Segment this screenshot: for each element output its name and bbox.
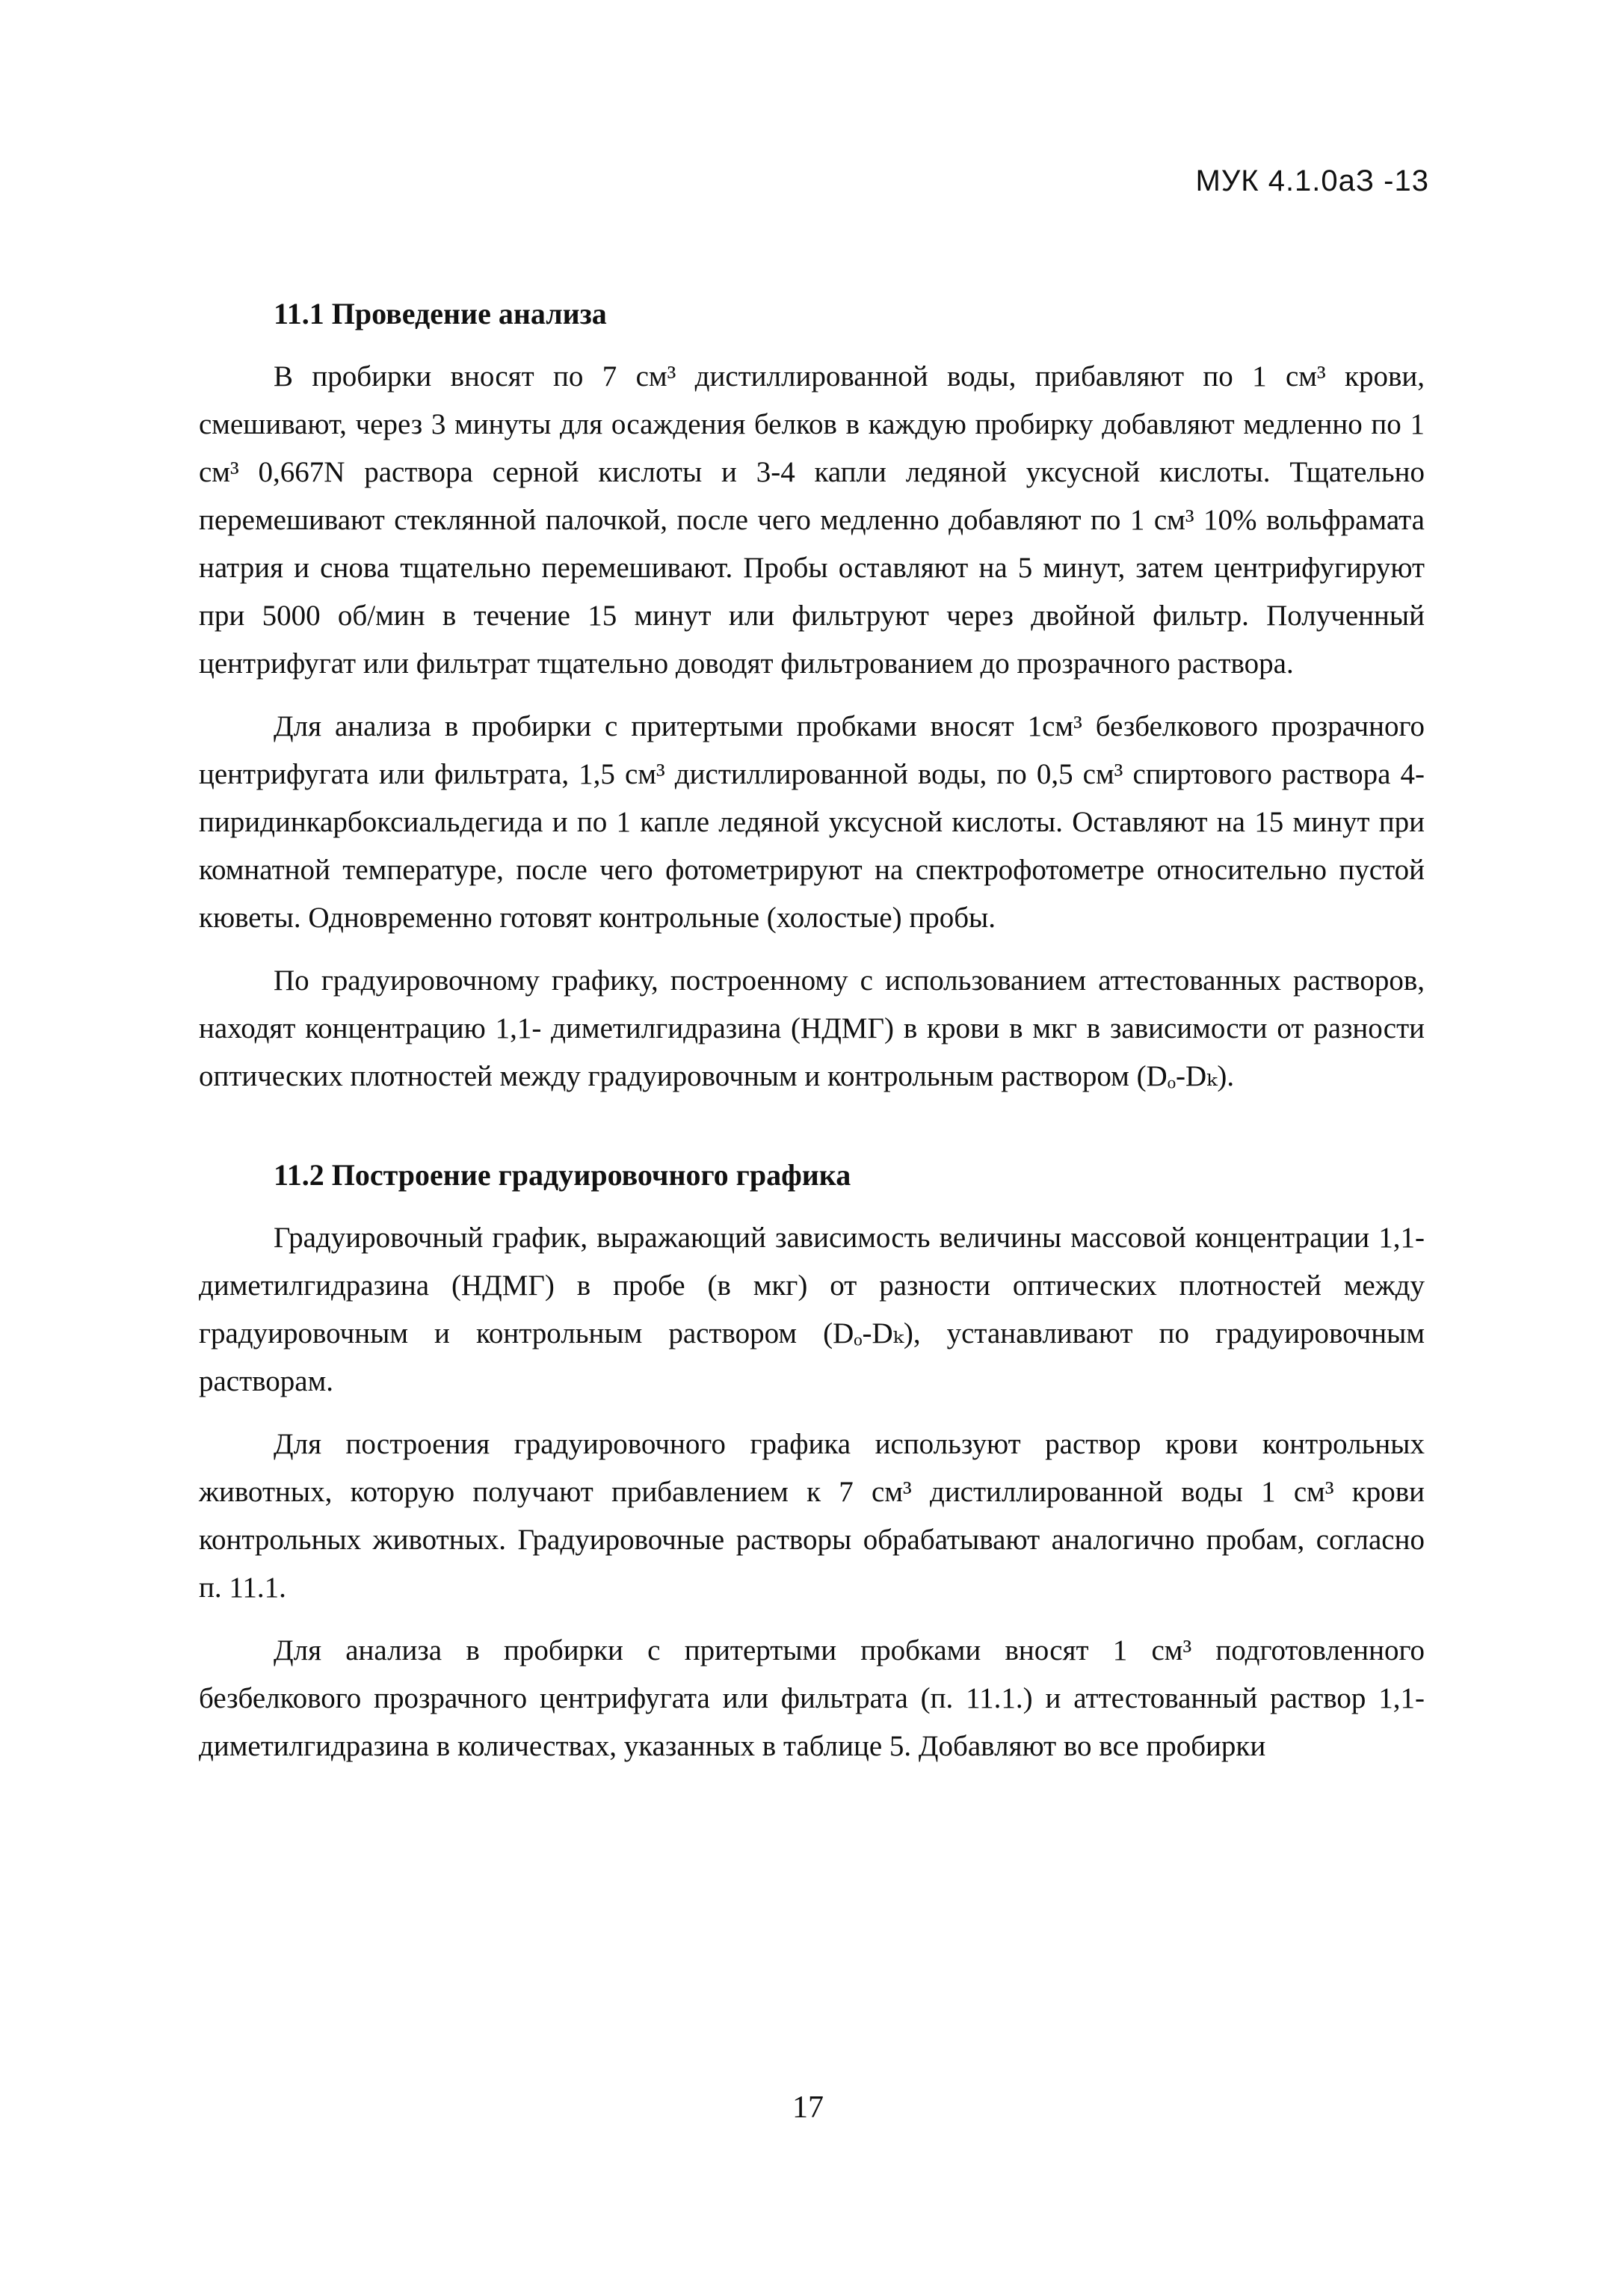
paragraph: Для анализа в пробирки с притертыми пробками вносят 1 см³ подготовленного безбелкового прозрачного центрифугата или фильтрата (п. 11.1.) и аттестованный раствор 1,1-диметилгидразина в количествах, указанных в таблице 5. Добавляют во все пробирки (199, 1634, 1425, 1762)
section-11-2 (199, 1153, 1425, 1770)
section-11-1 (199, 292, 1425, 1101)
paragraph: В пробирки вносят по 7 см³ дистиллированной воды, прибавляют по 1 см³ крови, смешивают, через 3 минуты для осаждения белков в каждую пробирку добавляют медленно по 1 см³ 0,667N раствора серной кислоты и 3-4 капли ледяной уксусной кислоты. Тщательно перемешивают стеклянной палочкой, после чего медленно добавляют по 1 см³ 10% вольфрамата натрия и снова тщательно перемешивают. Пробы оставляют на 5 минут, затем центрифугируют при 5000 об/мин в течение 15 минут или фильтруют через двойной фильтр. Полученный центрифугат или фильтрат тщательно доводят фильтрованием до прозрачного раствора. (199, 360, 1425, 680)
paragraph: Для построения градуировочного графика используют раствор крови контрольных животных, которую получают прибавлением к 7 см³ дистиллированной воды 1 см³ крови контрольных животных. Градуировочные растворы обрабатывают аналогично пробам, согласно п. 11.1. (199, 1428, 1425, 1604)
section-title: 11.2 Построение градуировочного графика (274, 1158, 851, 1192)
document-code-header: МУК 4.1.0аЗ -13 (1195, 164, 1429, 197)
paragraph: Градуировочный график, выражающий зависимость величины массовой концентрации 1,1- диметилгидразина (НДМГ) в пробе (в мкг) от разности оптических плотностей между градуировочным и контрольным раствором (Dₒ-Dₖ), устанавливают по градуировочным растворам. (199, 1222, 1425, 1397)
paragraph: По градуировочному графику, построенному с использованием аттестованных растворов, находят концентрацию 1,1- диметилгидразина (НДМГ) в крови в мкг в зависимости от разности оптических плотностей между градуировочным и контрольным раствором (Dₒ-Dₖ). (199, 964, 1425, 1092)
paragraph: Для анализа в пробирки с притертыми пробками вносят 1см³ безбелкового прозрачного центрифугата или фильтрата, 1,5 см³ дистиллированной воды, по 0,5 см³ спиртового раствора 4-пиридинкарбоксиальдегида и по 1 капле ледяной уксусной кислоты. Оставляют на 15 минут при комнатной температуре, после чего фотометрируют на спектрофотометре относительно пустой кюветы. Одновременно готовят контрольные (холостые) пробы. (199, 710, 1425, 934)
section-title: 11.1 Проведение анализа (274, 297, 607, 330)
page-number: 17 (792, 2090, 824, 2125)
document-body (199, 292, 1425, 1785)
